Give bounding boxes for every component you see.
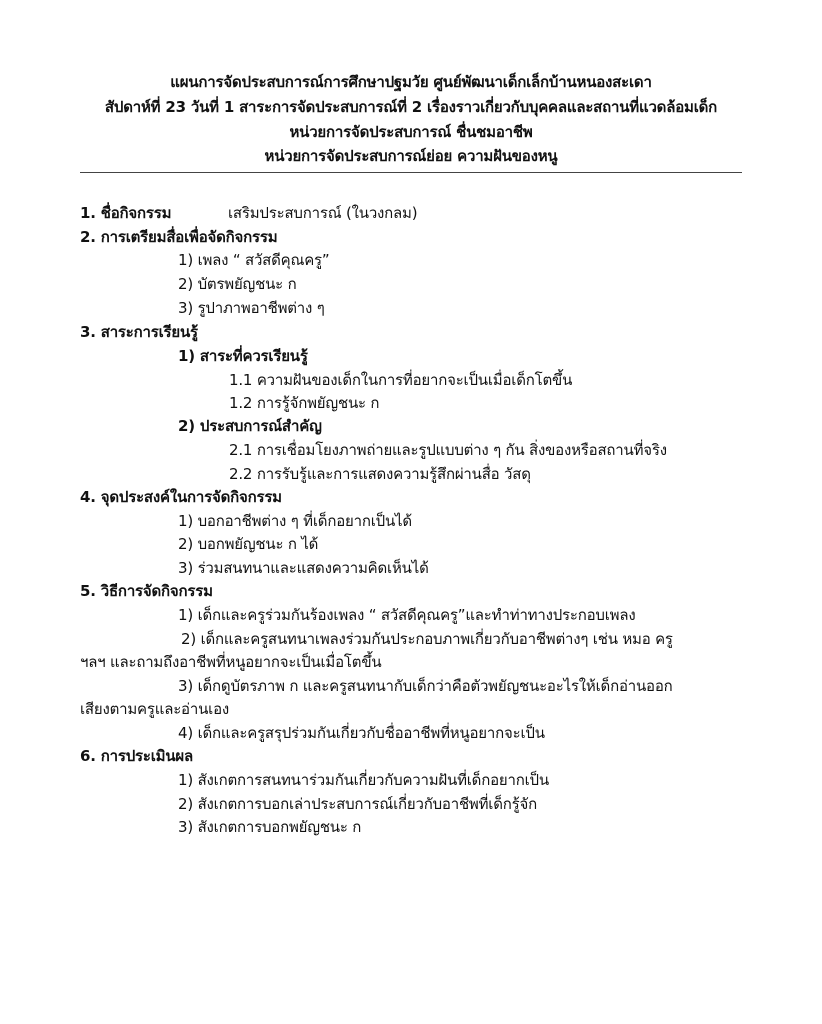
section-4-title: 4. จุดประสงค์ในการจัดกิจกรรม — [80, 488, 282, 506]
procedure-item-3: 3) เด็กดูบัตรภาพ ก และครูสนทนากับเด็กว่าคือตัวพยัญชนะอะไรให้เด็กอ่านออก — [178, 677, 673, 695]
material-item-2: 2) บัตรพยัญชนะ ก — [178, 275, 297, 293]
header-divider — [80, 172, 742, 173]
header-line-3: หน่วยการจัดประสบการณ์ ชื่นชมอาชีพ — [289, 123, 533, 141]
header-line-2: สัปดาห์ที่ 23 วันที่ 1 สาระการจัดประสบการณ์ที่ 2 เรื่องราวเกี่ยวกับบุคคลและสถานที่แวดล้อมเด็ก — [104, 98, 718, 116]
section-1 — [80, 201, 480, 225]
header-line-1: แผนการจัดประสบการณ์การศึกษาปฐมวัย ศูนย์พัฒนาเด็กเล็กบ้านหนองสะเดา — [170, 73, 652, 91]
procedure-item-2: 2) เด็กและครูสนทนาเพลงร่วมกันประกอบภาพเกี่ยวกับอาชีพต่างๆ เช่น หมอ ครู — [181, 630, 673, 648]
section-3-title: 3. สาระการเรียนรู้ — [80, 323, 198, 341]
material-item-3: 3) รูปาภาพอาชีพต่าง ๆ — [178, 299, 325, 317]
evaluation-item-1: 1) สังเกตการสนทนาร่วมกันเกี่ยวกับความฝันที่เด็กอยากเป็น — [178, 771, 549, 789]
objective-item-2: 2) บอกพยัญชนะ ก ได้ — [178, 535, 319, 553]
section-1-title: 1. ชื่อกิจกรรม — [80, 204, 172, 222]
experience-item-2-1: 2.1 การเชื่อมโยงภาพถ่ายและรูปแบบต่าง ๆ กัน สิ่งของหรือสถานที่จริง — [229, 441, 667, 459]
section-2-title: 2. การเตรียมสื่อเพื่อจัดกิจกรรม — [80, 228, 278, 246]
section-3-sub-2: 2) ประสบการณ์สำคัญ — [178, 417, 322, 435]
learning-item-1-2: 1.2 การรู้จักพยัญชนะ ก — [229, 394, 380, 412]
section-6-title: 6. การประเมินผล — [80, 747, 194, 765]
objective-item-1: 1) บอกอาชีพต่าง ๆ ที่เด็กอยากเป็นได้ — [178, 512, 412, 530]
procedure-item-2-cont: ฯลฯ และถามถึงอาชีพที่หนูอยากจะเป็นเมื่อโตขึ้น — [80, 653, 382, 671]
header-line-4: หน่วยการจัดประสบการณ์ย่อย ความฝันของหนู — [264, 147, 558, 165]
activity-name: เสริมประสบการณ์ (ในวงกลม) — [228, 204, 418, 222]
material-item-1: 1) เพลง “ สวัสดีคุณครู” — [178, 251, 330, 269]
section-5-title: 5. วิธีการจัดกิจกรรม — [80, 582, 213, 600]
learning-item-1-1: 1.1 ความฝันของเด็กในการที่อยากจะเป็นเมื่อเด็กโตขึ้น — [229, 371, 573, 389]
evaluation-item-2: 2) สังเกตการบอกเล่าประสบการณ์เกี่ยวกับอาชีพที่เด็กรู้จัก — [178, 795, 537, 813]
objective-item-3: 3) ร่วมสนทนาและแสดงความคิดเห็นได้ — [178, 559, 429, 577]
procedure-item-3-cont: เสียงตามครูและอ่านเอง — [80, 700, 230, 718]
evaluation-item-3: 3) สังเกตการบอกพยัญชนะ ก — [178, 818, 362, 836]
procedure-item-1: 1) เด็กและครูร่วมกันร้องเพลง “ สวัสดีคุณครู”และทำท่าทางประกอบเพลง — [178, 606, 636, 624]
experience-item-2-2: 2.2 การรับรู้และการแสดงความรู้สึกผ่านสื่อ วัสดุ — [229, 465, 531, 483]
section-3-sub-1: 1) สาระที่ควรเรียนรู้ — [178, 347, 308, 365]
procedure-item-4: 4) เด็กและครูสรุปร่วมกันเกี่ยวกับชื่ออาชีพที่หนูอยากจะเป็น — [178, 724, 545, 742]
